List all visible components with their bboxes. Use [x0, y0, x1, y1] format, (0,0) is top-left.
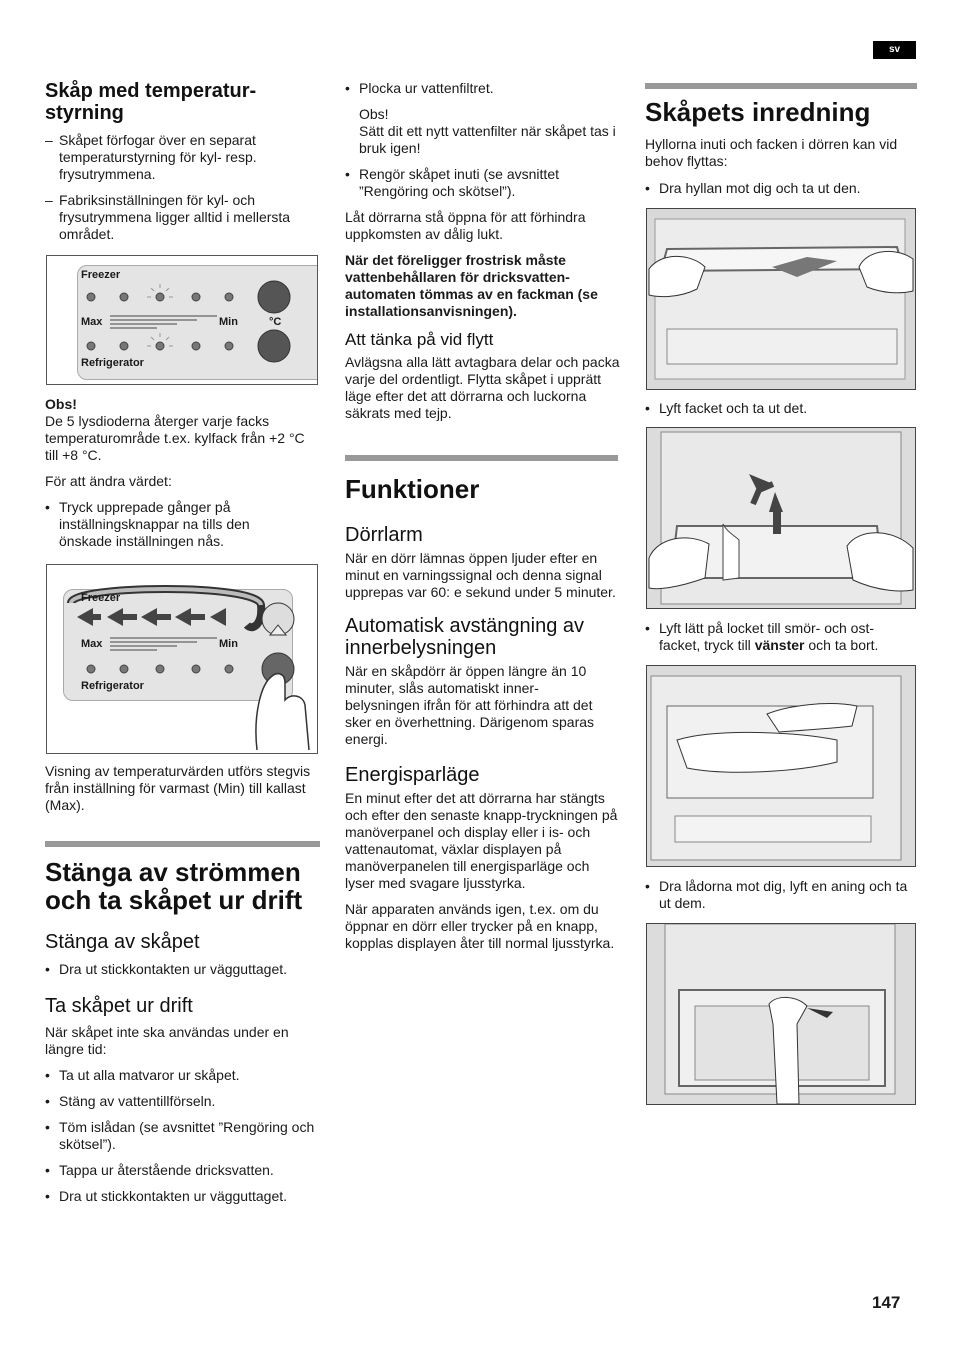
dash-list [45, 132, 320, 243]
heading-temperature-control: Skåp med temperatur-styrning [45, 80, 257, 124]
column-right [645, 83, 917, 197]
shelf-list [645, 180, 917, 197]
list-item: • Stäng av vattentillförseln. [45, 1093, 320, 1110]
min-label: Min [219, 316, 238, 328]
bin-list [645, 400, 917, 417]
section-rule [45, 841, 320, 847]
section-title-shutdown: Stänga av strömmen och ta skåpet ur drift [45, 857, 303, 915]
obs-text: Sätt dit ett nytt vattenfilter när skåpet tas i bruk igen! [359, 123, 616, 156]
doors-open-text: Låt dörrarna stå öppna för att förhindra uppkomsten av dålig lukt. [345, 209, 586, 242]
list-item [645, 620, 905, 654]
heading-energy-mode: Energisparläge [345, 764, 480, 786]
heading-moving: Att tänka på vid flytt [345, 330, 494, 349]
functions-section [345, 455, 618, 952]
section-title-functions: Funktioner [345, 474, 480, 504]
list-item: • Tappa ur återstående dricksvatten. [45, 1162, 320, 1179]
freezer-label: Freezer [81, 592, 121, 604]
max-label: Max [81, 316, 103, 328]
frost-warning: När det föreligger frostrisk måste vattenbehållaren för dricksvatten-automaten tömmas av en fackman (se installationsanvisningen). [345, 252, 598, 319]
language-tag: sv [873, 41, 916, 59]
clean-list [345, 166, 620, 200]
heading-auto-light-off: Automatisk avstängning av innerbelysningen [345, 615, 585, 659]
max-label: Max [81, 638, 103, 650]
bin-list-wrap [645, 400, 917, 417]
freezer-label: Freezer [81, 269, 121, 281]
min-label: Min [219, 638, 238, 650]
turn-off-list [45, 961, 320, 978]
heading-turn-off: Stänga av skåpet [45, 931, 200, 953]
section-rule [345, 455, 618, 461]
list-item: • Ta ut alla matvaror ur skåpet. [45, 1067, 320, 1084]
obs-label: Obs! [45, 396, 77, 412]
control-panel-figure-press [46, 564, 318, 754]
list-item: • Dra ut stickkontakten ur vägguttaget. [45, 1188, 320, 1205]
dash-item: – Fabriksinställningen för kyl- och frysutrymmena ligger alltid i mellersta området. [45, 192, 320, 243]
interior-intro: Hyllorna inuti och facken i dörren kan vid behov flyttas: [645, 136, 898, 169]
section-rule [645, 83, 917, 89]
list-item: • Rengör skåpet inuti (se avsnittet ”Rengöring och skötsel”). [345, 166, 620, 200]
column-middle [345, 80, 620, 422]
change-list [45, 499, 320, 550]
shelf-removal-illustration [646, 208, 916, 390]
moving-text: Avlägsna alla lätt avtagbara delar och packa varje del ordentligt. Flytta skåpet i upprätt läge efter det att dörrarna och luckorna säkrats med tejp. [345, 354, 620, 421]
butter-text-post: och ta bort. [804, 637, 879, 653]
butter-compartment-illustration [646, 665, 916, 867]
list-item: • Dra hyllan mot dig och ta ut den. [645, 180, 917, 197]
list-item: • Dra ut stickkontakten ur vägguttaget. [45, 961, 320, 978]
list-item: • Dra lådorna mot dig, lyft en aning och ta ut dem. [645, 878, 917, 912]
drawer-removal-illustration [646, 923, 916, 1105]
door-bin-removal-illustration [646, 427, 916, 609]
dash-item: – Skåpet förfogar över en separat temperaturstyrning för kyl- resp. frysutrymmena. [45, 132, 320, 183]
obs-text: De 5 lysdioderna återger varje facks temperaturområde t.ex. kylfack från +2 °C till +8 °C. [45, 413, 305, 463]
control-panel-figure [46, 255, 318, 385]
unit-label: °C [269, 316, 282, 328]
obs-block [45, 396, 320, 550]
energy-mode-text-2: När apparaten används igen, t.ex. om du öppnar en dörr eller trycker på en knapp, kopplas displayen åter till normal ljusstyrka. [345, 901, 615, 951]
column-left [45, 80, 320, 243]
heading-decommission: Ta skåpet ur drift [45, 995, 193, 1017]
butter-compartment-drawing [647, 666, 915, 866]
filter-list [345, 80, 620, 97]
decommission-intro: När skåpet inte ska användas under en längre tid: [45, 1024, 289, 1057]
col1-lower [45, 763, 320, 1205]
list-item: • Plocka ur vattenfiltret. [345, 80, 620, 97]
auto-light-off-text: När en skåpdörr är öppen längre än 10 minuter, slås automatiskt inner-belysningen ifrån för att förhindra att det sker en överhettning. Därigenom sparas energi. [345, 663, 595, 747]
refrigerator-label: Refrigerator [81, 680, 144, 692]
list-item: • Lyft facket och ta ut det. [645, 400, 917, 417]
list-item: • Töm islådan (se avsnittet ”Rengöring och skötsel”). [45, 1119, 320, 1153]
decommission-list [45, 1067, 320, 1205]
shelf-drawing [647, 209, 915, 389]
change-intro: För att ändra värdet: [45, 473, 172, 489]
butter-text-pre: Lyft lätt på locket till smör- och ost-facket, tryck till [659, 620, 874, 653]
butter-list [645, 620, 917, 654]
door-alarm-text: När en dörr lämnas öppen ljuder efter en minut en varningssignal och denna signal upprepas var 60: e sekund under 5 minuter. [345, 550, 616, 600]
energy-mode-text: En minut efter det att dörrarna har stängts och efter den senaste knapp-tryckningen på manöverpanel och display eller i is- och vattenautomat, växlar displayen på manöverpanelen till energisparläge och lyser med svagare ljusstyrka. [345, 790, 618, 891]
butter-list-wrap [645, 620, 917, 654]
door-bin-drawing [647, 428, 915, 608]
refrigerator-label: Refrigerator [81, 357, 144, 369]
butter-text-bold: vänster [754, 637, 805, 653]
drawer-drawing [647, 924, 915, 1104]
obs-label: Obs! [359, 106, 389, 122]
figure-caption: Visning av temperaturvärden utförs stegvis från inställning för varmast (Min) till kallast (Max). [45, 763, 311, 813]
drawer-list [645, 878, 917, 912]
list-item: • Tryck upprepade gånger på inställningsknappar na tills den önskade inställningen nås. [45, 499, 284, 550]
heading-door-alarm: Dörrlarm [345, 524, 423, 546]
drawer-list-wrap [645, 878, 917, 912]
section-title-interior: Skåpets inredning [645, 97, 871, 127]
page-number: 147 [872, 1293, 901, 1312]
